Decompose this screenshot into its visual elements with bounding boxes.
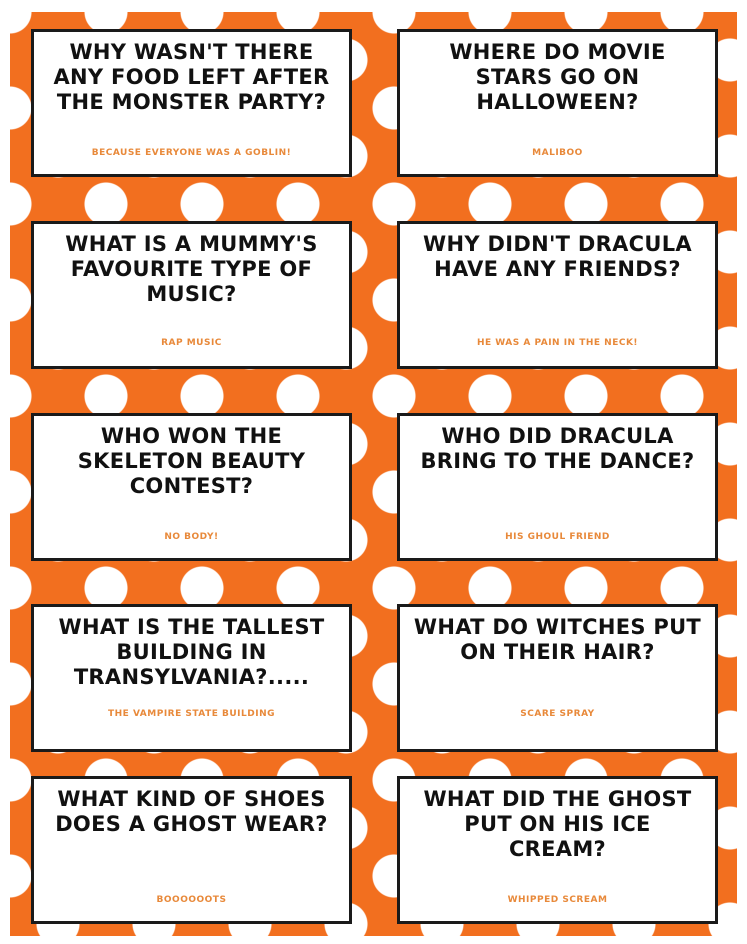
- joke-answer: RAP MUSIC: [161, 338, 222, 348]
- polka-dot-sheet: [10, 12, 737, 936]
- joke-answer: WHIPPED SCREAM: [507, 895, 608, 905]
- joke-answer: BOOOOOOTS: [156, 895, 227, 905]
- joke-card: [397, 604, 718, 752]
- joke-card: [31, 221, 352, 369]
- joke-answer: MALIBOO: [532, 148, 583, 158]
- joke-question: WHAT KIND OF SHOES DOES A GHOST WEAR?: [55, 787, 328, 836]
- joke-question: WHAT DO WITCHES PUT ON THEIR HAIR?: [413, 615, 702, 664]
- joke-card: [31, 776, 352, 924]
- joke-answer: HIS GHOUL FRIEND: [505, 532, 610, 542]
- joke-answer: THE VAMPIRE STATE BUILDING: [108, 709, 275, 719]
- joke-question: WHAT DID THE GHOST PUT ON HIS ICE CREAM?: [423, 787, 692, 861]
- joke-card: [31, 413, 352, 561]
- joke-answer: SCARE SPRAY: [520, 709, 595, 719]
- joke-answer: NO BODY!: [164, 532, 219, 542]
- joke-card: [31, 29, 352, 177]
- joke-question: WHY WASN'T THERE ANY FOOD LEFT AFTER THE MONSTER PARTY?: [53, 40, 330, 114]
- joke-card: [397, 776, 718, 924]
- joke-question: WHO DID DRACULA BRING TO THE DANCE?: [420, 424, 695, 473]
- joke-question: WHY DIDN'T DRACULA HAVE ANY FRIENDS?: [423, 232, 692, 281]
- joke-answer: BECAUSE EVERYONE WAS A GOBLIN!: [91, 148, 292, 158]
- joke-answer: HE WAS A PAIN IN THE NECK!: [476, 338, 639, 348]
- joke-card: [397, 413, 718, 561]
- joke-card: [397, 29, 718, 177]
- joke-question: WHAT IS A MUMMY'S FAVOURITE TYPE OF MUSIC?: [65, 232, 318, 306]
- joke-card: [397, 221, 718, 369]
- joke-question: WHERE DO MOVIE STARS GO ON HALLOWEEN?: [449, 40, 666, 114]
- joke-question: WHO WON THE SKELETON BEAUTY CONTEST?: [77, 424, 306, 498]
- joke-card: [31, 604, 352, 752]
- joke-question: WHAT IS THE TALLEST BUILDING IN TRANSYLVANIA?.....: [58, 615, 325, 689]
